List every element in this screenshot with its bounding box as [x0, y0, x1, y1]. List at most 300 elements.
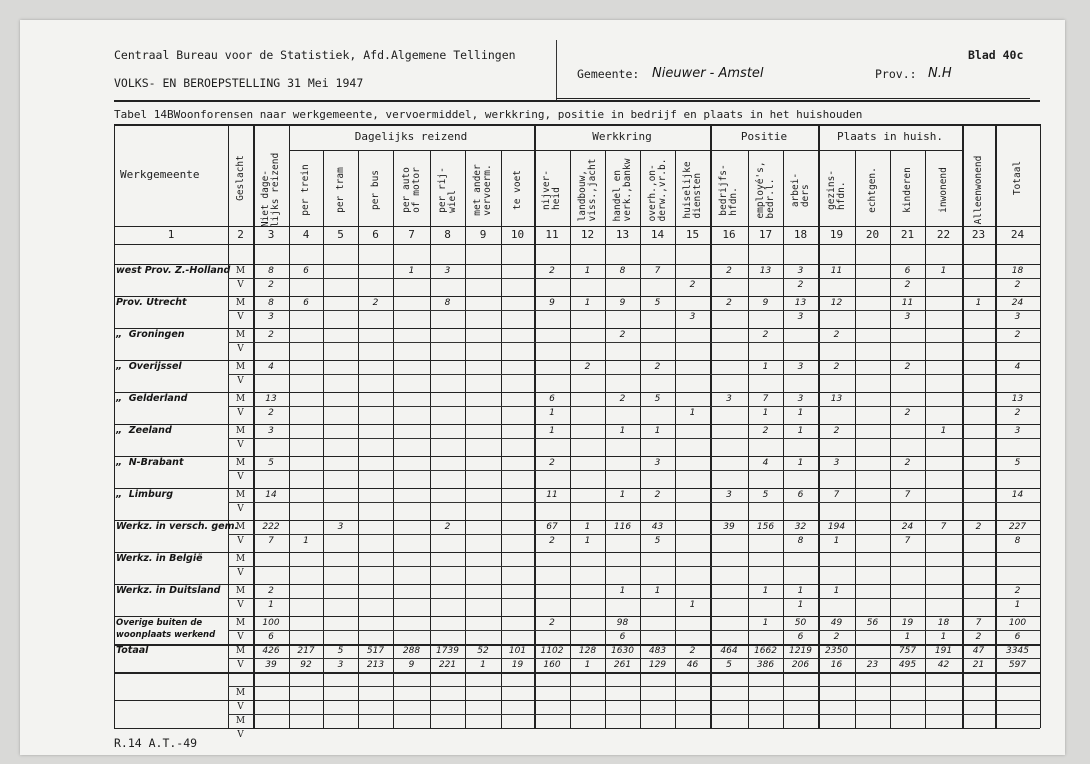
grid-line-v: [748, 150, 749, 728]
cell-m-col-23: 7: [975, 618, 982, 628]
geslacht-m: M: [235, 490, 246, 500]
grid-line-h: [114, 328, 1040, 329]
cell-m-col-19: 49: [830, 618, 843, 628]
cell-m-col-4: 217: [297, 646, 315, 656]
cell-m-col-3: 13: [265, 394, 277, 404]
grid-line-h: [534, 150, 710, 151]
grid-line-h: [114, 392, 1040, 393]
cell-m-col-8: 3: [444, 266, 451, 276]
cell-m-col-11: 2: [549, 618, 555, 628]
group-heading-positie: Positie: [740, 130, 788, 143]
geslacht-v: V: [237, 632, 244, 642]
grid-line-h: [228, 470, 1040, 471]
prov-value: N.H: [928, 66, 952, 81]
grid-line-h: [228, 438, 1040, 439]
grid-line-h: [114, 616, 1040, 617]
cell-m-col-4: 6: [303, 266, 309, 276]
cell-m-col-24: 13: [1011, 394, 1024, 404]
column-number-4: 4: [302, 228, 310, 241]
group-heading-plaats: Plaats in huish.: [837, 130, 943, 143]
cell-v-col-11: 160: [543, 660, 561, 670]
cell-m-col-14: 5: [654, 394, 661, 404]
grid-line-v: [253, 124, 255, 728]
grid-line-h: [228, 714, 1040, 715]
cell-m-col-14: 1: [654, 426, 661, 436]
cell-m-col-22: 1: [940, 426, 947, 436]
geslacht-v: V: [237, 408, 244, 418]
cell-m-col-13: 1630: [611, 646, 634, 656]
cell-v-col-16: 5: [726, 660, 732, 670]
cell-v-col-14: 129: [648, 660, 667, 670]
geslacht-v: V: [237, 536, 244, 546]
column-number-9: 9: [479, 228, 487, 241]
column-number-7: 7: [408, 228, 415, 241]
grid-line-h: [114, 552, 1040, 553]
cell-m-col-11: 67: [546, 522, 558, 532]
cell-m-col-21: 7: [904, 490, 911, 500]
census-form-sheet: [20, 20, 1065, 755]
cell-v-col-6: 213: [366, 660, 385, 670]
cell-m-col-24: 4: [1014, 362, 1021, 372]
geslacht-v: V: [237, 312, 244, 322]
cell-m-col-14: 5: [654, 298, 661, 308]
column-header-11: nijver- heid: [541, 169, 562, 211]
column-header-6: per bus: [369, 169, 381, 211]
cell-m-col-18: 1: [797, 458, 804, 468]
grid-line-v: [358, 150, 359, 728]
cell-m-col-22: 18: [937, 618, 950, 628]
prov-label: Prov.:: [875, 67, 917, 81]
cell-m-col-6: 517: [366, 646, 385, 656]
geslacht-m: M: [235, 688, 246, 698]
cell-m-col-18: 13: [794, 298, 807, 308]
cell-m-col-3: 2: [268, 586, 274, 596]
cell-m-col-19: 2: [833, 362, 840, 372]
column-header-23: Alleenwonend: [972, 155, 984, 225]
column-number-19: 19: [829, 228, 844, 241]
geslacht-m: M: [235, 362, 246, 372]
cell-m-col-7: 1: [408, 266, 415, 276]
grid-line-h: [228, 534, 1040, 535]
cell-m-col-17: 1: [762, 618, 769, 628]
row-label-10: Werkz. in Duitsland: [116, 585, 221, 596]
cell-v-col-12: 1: [584, 660, 591, 670]
column-number-22: 22: [936, 228, 951, 241]
cell-m-col-23: 47: [972, 646, 985, 656]
cell-m-col-17: 4: [762, 458, 769, 468]
cell-m-col-16: 2: [726, 266, 732, 276]
row-label-3: „ Overijssel: [116, 361, 182, 372]
cell-v-col-17: 1: [762, 408, 769, 418]
cell-v-col-12: 1: [584, 536, 591, 546]
cell-m-col-18: 3: [797, 394, 804, 404]
row-label-11: Overige buiten de woonplaats werkend: [116, 618, 216, 640]
cell-v-col-24: 2: [1014, 280, 1021, 290]
cell-v-col-17: 386: [756, 660, 775, 670]
column-header-12: landbouw, viss.,jacht: [576, 158, 598, 222]
cell-v-col-22: 1: [940, 632, 947, 642]
cell-m-col-18: 50: [794, 618, 807, 628]
cell-m-col-5: 5: [337, 646, 344, 656]
cell-m-col-3: 5: [268, 458, 274, 468]
cell-m-col-16: 39: [723, 522, 735, 532]
group-heading-dagelijks: Dagelijks reizend: [354, 130, 468, 143]
cell-m-col-22: 1: [940, 266, 947, 276]
cell-m-col-16: 2: [726, 298, 732, 308]
grid-line-v: [501, 150, 502, 728]
column-number-12: 12: [580, 228, 595, 241]
cell-m-col-11: 1102: [540, 646, 564, 656]
cell-m-col-16: 464: [720, 646, 738, 656]
cell-m-col-13: 98: [616, 618, 629, 628]
cell-m-col-4: 6: [303, 298, 309, 308]
agency-line: Centraal Bureau voor de Statistiek, Afd.Algemene Tellingen: [114, 48, 516, 62]
cell-m-col-20: 56: [866, 618, 879, 628]
cell-m-col-8: 1739: [436, 646, 459, 656]
grid-line-h: [114, 700, 1040, 701]
row-label-9: Werkz. in België: [116, 553, 203, 564]
census-table: [20, 20, 1065, 755]
geslacht-v: V: [237, 376, 244, 386]
grid-line-h: [228, 374, 1040, 375]
cell-m-col-11: 11: [546, 490, 558, 500]
cell-m-col-14: 2: [654, 362, 661, 372]
grid-line-h: [114, 100, 1040, 102]
cell-m-col-12: 1: [584, 522, 591, 532]
cell-m-col-11: 9: [549, 298, 555, 308]
cell-m-col-18: 3: [797, 266, 804, 276]
cell-v-col-5: 3: [337, 660, 344, 670]
geslacht-m: M: [235, 394, 246, 404]
cell-m-col-19: 194: [827, 522, 846, 532]
cell-v-col-15: 1: [689, 600, 696, 610]
cell-m-col-6: 2: [372, 298, 379, 308]
grid-line-v: [289, 124, 290, 728]
cell-m-col-19: 2350: [825, 646, 848, 656]
grid-line-v: [605, 150, 606, 728]
column-header-13: handel en verk.,bankw: [611, 158, 633, 222]
column-number-23: 23: [971, 228, 986, 241]
geslacht-v: V: [237, 344, 244, 354]
table-title: Tabel 14BWoonforensen naar werkgemeente, vervoermiddel, werkkring, positie in bedrijf en plaats in het huishouden: [114, 108, 863, 121]
column-header-2: Geslacht: [234, 155, 246, 201]
cell-m-col-18: 1: [797, 426, 804, 436]
grid-line-v: [995, 124, 997, 728]
geslacht-m: M: [235, 586, 246, 596]
column-header-5: per tram: [334, 167, 346, 213]
cell-v-col-19: 2: [833, 632, 840, 642]
cell-v-col-13: 261: [613, 660, 632, 670]
cell-m-col-24: 227: [1008, 522, 1027, 532]
census-line: VOLKS- EN BEROEPSTELLING 31 Mei 1947: [114, 76, 364, 90]
column-header-20: echtgen.: [866, 167, 878, 213]
geslacht-m: M: [235, 426, 246, 436]
cell-m-col-7: 288: [402, 646, 421, 656]
grid-line-h: [228, 658, 1040, 659]
column-header-14: overh.,on- derw.,vr.b.: [646, 158, 668, 222]
cell-v-col-19: 16: [830, 660, 843, 670]
column-number-14: 14: [650, 228, 665, 241]
cell-m-col-21: 11: [901, 298, 914, 308]
grid-line-v: [925, 150, 926, 728]
cell-m-col-14: 2: [654, 490, 661, 500]
column-number-13: 13: [615, 228, 630, 241]
cell-m-col-5: 3: [337, 522, 344, 532]
column-header-8: per rij- wiel: [436, 167, 458, 213]
cell-m-col-24: 2: [1014, 330, 1021, 340]
cell-m-col-13: 9: [619, 298, 626, 308]
gemeente-label: Gemeente:: [577, 67, 640, 81]
cell-v-col-20: 23: [866, 660, 879, 670]
cell-m-col-14: 3: [654, 458, 661, 468]
row-label-4: „ Gelderland: [116, 393, 188, 404]
cell-v-col-18: 206: [791, 660, 810, 670]
column-number-11: 11: [545, 228, 559, 241]
cell-v-col-18: 1: [797, 408, 804, 418]
column-number-21: 21: [900, 228, 915, 241]
cell-m-col-3: 2: [268, 330, 274, 340]
cell-m-col-17: 1662: [754, 646, 777, 656]
column-number-2: 2: [237, 228, 244, 241]
cell-v-col-18: 8: [797, 536, 804, 546]
grid-line-h: [114, 360, 1040, 361]
cell-m-col-21: 757: [898, 646, 917, 656]
cell-m-col-24: 3: [1014, 426, 1021, 436]
cell-m-col-3: 100: [262, 618, 280, 628]
grid-line-v: [783, 150, 784, 728]
column-number-10: 10: [510, 228, 525, 241]
cell-v-col-15: 3: [689, 312, 696, 322]
cell-m-col-18: 1219: [789, 646, 812, 656]
cell-m-col-24: 2: [1014, 586, 1021, 596]
grid-line-h: [114, 728, 1040, 729]
cell-m-col-24: 100: [1008, 618, 1027, 628]
geslacht-v: V: [237, 730, 244, 740]
row-label-1: Prov. Utrecht: [116, 297, 187, 308]
row-label-2: „ Groningen: [116, 329, 185, 340]
column-header-22: inwonend: [937, 167, 949, 213]
geslacht-m: M: [235, 554, 246, 564]
cell-m-col-19: 7: [833, 490, 840, 500]
column-header-1: Werkgemeente: [120, 168, 200, 181]
cell-m-col-13: 2: [619, 394, 626, 404]
sheet-number: Blad 40c: [968, 48, 1024, 62]
column-number-15: 15: [685, 228, 700, 241]
column-header-16: bedrijfs- hfdn.: [718, 164, 739, 216]
cell-m-col-11: 2: [549, 266, 555, 276]
cell-v-col-4: 1: [303, 536, 309, 546]
column-header-9: met ander vervoerm.: [472, 164, 493, 216]
grid-line-v: [323, 150, 324, 728]
cell-v-col-11: 1: [549, 408, 555, 418]
geslacht-m: M: [235, 458, 246, 468]
cell-m-col-19: 3: [833, 458, 840, 468]
cell-m-col-17: 156: [756, 522, 775, 532]
cell-m-col-24: 24: [1011, 298, 1024, 308]
row-label-6: „ N-Brabant: [116, 457, 184, 468]
geslacht-m: M: [235, 522, 246, 532]
cell-m-col-17: 13: [759, 266, 772, 276]
cell-m-col-12: 1: [584, 266, 591, 276]
cell-v-col-15: 46: [686, 660, 699, 670]
cell-m-col-3: 4: [268, 362, 274, 372]
grid-line-h: [228, 686, 1040, 687]
geslacht-v: V: [237, 504, 244, 514]
column-header-17: employé's, bedr.l.: [754, 161, 776, 219]
grid-line-v: [465, 150, 466, 728]
row-label-12: Totaal: [116, 645, 149, 656]
grid-line-h: [114, 296, 1040, 297]
grid-line-h: [114, 424, 1040, 425]
geslacht-m: M: [235, 716, 246, 726]
cell-m-col-24: 18: [1011, 266, 1024, 276]
cell-v-col-9: 1: [480, 660, 486, 670]
cell-m-col-14: 1: [654, 586, 661, 596]
cell-m-col-12: 128: [578, 646, 597, 656]
cell-v-col-11: 2: [549, 536, 555, 546]
cell-m-col-18: 32: [794, 522, 807, 532]
grid-line-v: [228, 124, 229, 728]
row-label-7: „ Limburg: [116, 489, 173, 500]
grid-line-v: [962, 124, 964, 728]
cell-m-col-22: 191: [934, 646, 953, 656]
grid-line-h: [228, 278, 1040, 279]
geslacht-v: V: [237, 280, 244, 290]
cell-m-col-16: 3: [726, 394, 732, 404]
grid-line-h: [228, 630, 1040, 631]
cell-v-col-21: 3: [904, 312, 911, 322]
cell-v-col-18: 1: [797, 600, 804, 610]
geslacht-v: V: [237, 660, 244, 670]
group-heading-werkkring: Werkkring: [592, 130, 652, 143]
grid-line-v: [534, 124, 536, 728]
grid-line-h: [556, 98, 1030, 99]
cell-m-col-21: 24: [901, 522, 914, 532]
geslacht-v: V: [237, 600, 244, 610]
cell-m-col-18: 1: [797, 586, 804, 596]
cell-m-col-23: 2: [975, 522, 982, 532]
row-label-8: Werkz. in versch. gem.: [116, 521, 239, 532]
column-number-20: 20: [865, 228, 880, 241]
cell-m-col-21: 6: [904, 266, 911, 276]
geslacht-m: M: [235, 298, 246, 308]
cell-m-col-17: 2: [762, 330, 769, 340]
column-number-16: 16: [722, 228, 736, 241]
grid-line-h: [710, 150, 818, 151]
cell-v-col-3: 3: [268, 312, 274, 322]
cell-m-col-21: 2: [904, 458, 911, 468]
grid-line-v: [570, 150, 571, 728]
cell-v-col-23: 21: [972, 660, 985, 670]
column-header-3: Niet dage- lijks reizend: [260, 152, 281, 228]
geslacht-v: V: [237, 440, 244, 450]
row-label-5: „ Zeeland: [116, 425, 172, 436]
cell-v-col-21: 1: [904, 632, 911, 642]
geslacht-m: M: [235, 266, 246, 276]
cell-v-col-24: 1: [1014, 600, 1021, 610]
cell-v-col-18: 6: [797, 632, 804, 642]
grid-line-h: [114, 488, 1040, 489]
cell-m-col-17: 7: [762, 394, 769, 404]
cell-v-col-4: 92: [300, 660, 312, 670]
cell-m-col-19: 13: [830, 394, 843, 404]
cell-m-col-8: 8: [444, 298, 451, 308]
cell-m-col-17: 5: [762, 490, 769, 500]
column-header-18: arbei- ders: [789, 172, 811, 208]
grid-line-v: [430, 150, 431, 728]
cell-m-col-3: 3: [268, 426, 274, 436]
cell-m-col-23: 1: [975, 298, 982, 308]
cell-m-col-17: 9: [762, 298, 769, 308]
column-number-1: 1: [167, 228, 175, 241]
cell-v-col-21: 2: [904, 280, 911, 290]
cell-m-col-19: 11: [830, 266, 843, 276]
column-header-7: per auto of motor: [400, 167, 422, 213]
cell-m-col-10: 101: [508, 646, 527, 656]
cell-m-col-19: 12: [830, 298, 843, 308]
grid-line-h: [114, 584, 1040, 585]
cell-m-col-14: 7: [654, 266, 661, 276]
form-code: R.14 A.T.-49: [114, 736, 198, 750]
cell-v-col-14: 5: [654, 536, 661, 546]
column-header-24: Totaal: [1011, 160, 1023, 196]
cell-m-col-14: 483: [648, 646, 667, 656]
grid-line-v: [114, 124, 115, 728]
grid-line-v: [818, 124, 820, 728]
cell-v-col-15: 2: [689, 280, 696, 290]
grid-line-h: [228, 342, 1040, 343]
cell-m-col-17: 2: [762, 426, 769, 436]
cell-m-col-11: 6: [549, 394, 555, 404]
cell-m-col-13: 2: [619, 330, 626, 340]
cell-v-col-3: 39: [265, 660, 277, 670]
grid-line-v: [890, 150, 891, 728]
cell-v-col-23: 2: [975, 632, 982, 642]
cell-v-col-24: 3: [1014, 312, 1021, 322]
cell-m-col-15: 2: [689, 646, 696, 656]
grid-line-h: [114, 520, 1040, 521]
cell-m-col-24: 5: [1014, 458, 1021, 468]
column-number-6: 6: [372, 228, 379, 241]
column-number-3: 3: [267, 228, 275, 241]
cell-v-col-21: 495: [898, 660, 917, 670]
cell-m-col-3: 8: [268, 298, 274, 308]
grid-line-h: [114, 672, 1040, 674]
cell-m-col-17: 1: [762, 586, 769, 596]
cell-m-col-18: 6: [797, 490, 804, 500]
geslacht-m: M: [235, 618, 246, 628]
geslacht-v: V: [237, 472, 244, 482]
column-number-5: 5: [337, 228, 344, 241]
cell-m-col-3: 14: [265, 490, 277, 500]
cell-m-col-13: 8: [619, 266, 626, 276]
cell-m-col-19: 1: [833, 586, 840, 596]
cell-m-col-12: 1: [584, 298, 591, 308]
grid-line-v: [710, 124, 712, 728]
grid-line-h: [228, 566, 1040, 567]
geslacht-v: V: [237, 702, 244, 712]
cell-m-col-13: 1: [619, 490, 626, 500]
grid-line-v: [1040, 124, 1041, 728]
column-number-24: 24: [1010, 228, 1025, 241]
cell-v-col-21: 2: [904, 408, 911, 418]
grid-line-v: [675, 150, 676, 728]
grid-line-v: [393, 150, 394, 728]
cell-m-col-12: 2: [584, 362, 591, 372]
gemeente-value: Nieuwer - Amstel: [652, 66, 764, 81]
cell-v-col-24: 6: [1014, 632, 1021, 642]
cell-v-col-24: 597: [1008, 660, 1027, 670]
